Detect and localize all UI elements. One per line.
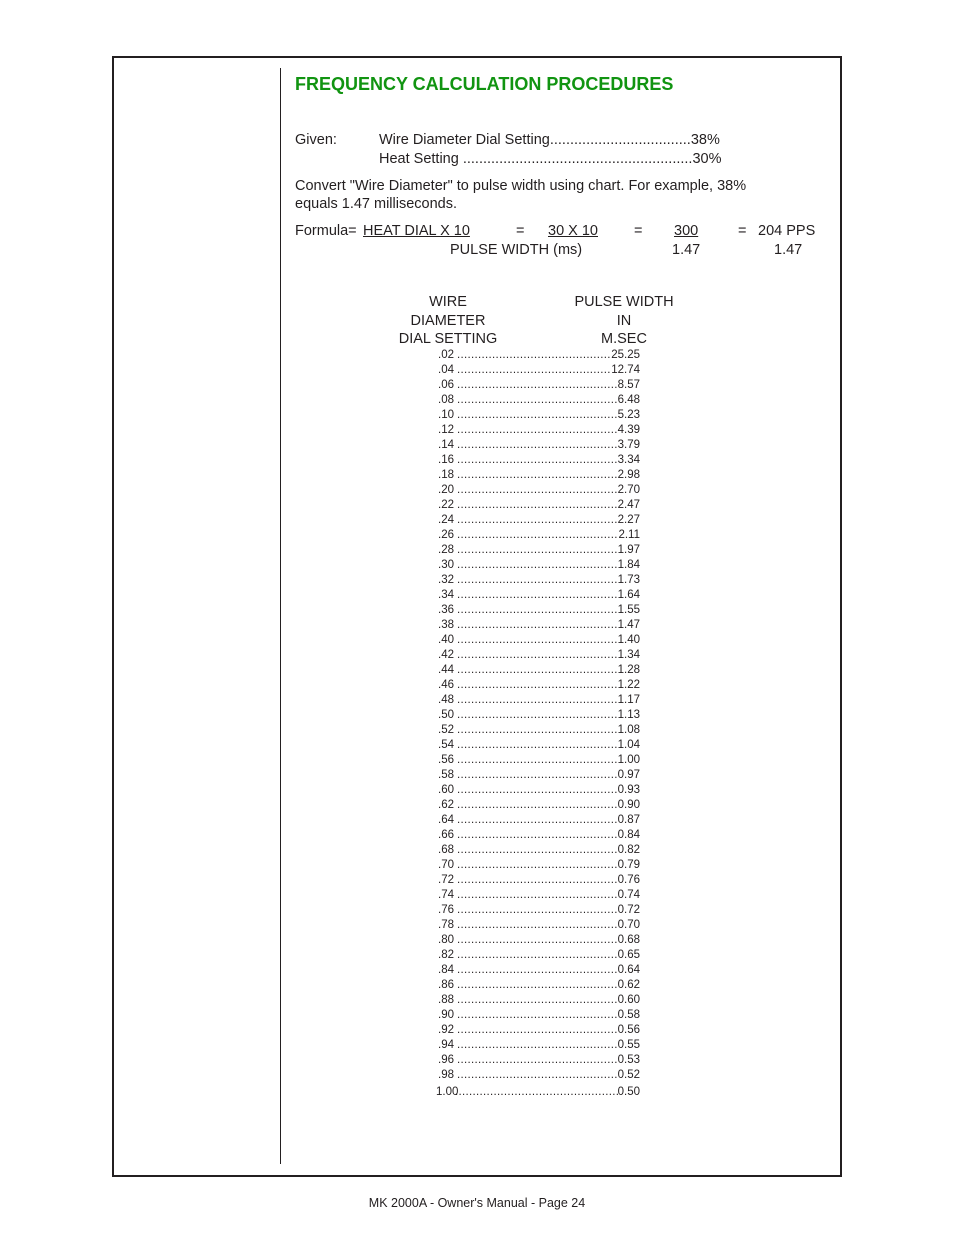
formula-numerator: HEAT DIAL X 10 xyxy=(363,223,470,239)
pulse-width-value: 0.68 xyxy=(617,934,640,946)
dial-setting-value: 1.00 xyxy=(436,1086,459,1098)
dot-leader xyxy=(455,1085,618,1100)
dial-setting-value: .28 xyxy=(438,544,454,556)
dot-leader xyxy=(457,438,618,453)
pulse-width-value: 0.76 xyxy=(617,874,640,886)
table-row xyxy=(438,873,640,888)
pulse-width-value: 4.39 xyxy=(617,424,640,436)
pulse-width-value: 5.23 xyxy=(617,409,640,421)
dial-setting-value: .98 xyxy=(438,1069,454,1081)
table-row xyxy=(438,948,640,963)
table-row xyxy=(438,963,640,978)
convert-line-2: equals 1.47 milliseconds. xyxy=(295,196,458,212)
pulse-width-value: 1.22 xyxy=(617,679,640,691)
dial-setting-value: .42 xyxy=(438,649,454,661)
table-row xyxy=(438,513,640,528)
dot-leader xyxy=(457,753,618,768)
table-row xyxy=(438,843,640,858)
table-row xyxy=(438,783,640,798)
table-row xyxy=(438,693,640,708)
dot-leader xyxy=(457,858,618,873)
pulse-width-value: 0.60 xyxy=(617,994,640,1006)
table-row xyxy=(438,438,640,453)
formula-denominator-2: 1.47 xyxy=(672,242,701,258)
pulse-width-value: 1.47 xyxy=(617,619,640,631)
pulse-width-value: 1.04 xyxy=(617,739,640,751)
table-row xyxy=(438,498,640,513)
pulse-width-value: 0.84 xyxy=(617,829,640,841)
formula-label: Formula= xyxy=(295,223,357,239)
dial-setting-value: .04 xyxy=(438,364,454,376)
dial-setting-value: .82 xyxy=(438,949,454,961)
table-row xyxy=(438,633,640,648)
dial-setting-value: .08 xyxy=(438,394,454,406)
table-row xyxy=(438,918,640,933)
dial-setting-value: .34 xyxy=(438,589,454,601)
dot-leader xyxy=(457,873,618,888)
pulse-width-value: 6.48 xyxy=(617,394,640,406)
pulse-width-table xyxy=(438,348,640,1100)
pulse-width-value: 1.08 xyxy=(617,724,640,736)
table-row xyxy=(438,903,640,918)
pulse-width-value: 1.34 xyxy=(617,649,640,661)
pulse-width-value: 0.50 xyxy=(617,1086,640,1098)
pulse-width-value: 2.98 xyxy=(617,469,640,481)
dot-leader xyxy=(457,723,618,738)
pulse-width-value: 25.25 xyxy=(611,349,640,361)
pulse-width-value: 1.17 xyxy=(617,694,640,706)
dot-leader xyxy=(457,453,618,468)
dot-leader xyxy=(457,633,618,648)
pulse-width-value: 0.52 xyxy=(617,1069,640,1081)
table-row xyxy=(438,858,640,873)
dot-leader xyxy=(457,828,618,843)
pulse-width-value: 1.55 xyxy=(617,604,640,616)
dial-setting-value: .50 xyxy=(438,709,454,721)
page-footer: MK 2000A - Owner's Manual - Page 24 xyxy=(368,1196,586,1210)
dial-setting-value: .26 xyxy=(438,529,454,541)
dot-leader xyxy=(457,378,618,393)
dot-leader xyxy=(457,528,618,543)
table-row xyxy=(438,618,640,633)
pulse-width-value: 0.53 xyxy=(617,1054,640,1066)
dot-leader xyxy=(457,423,618,438)
dial-setting-value: .16 xyxy=(438,454,454,466)
dial-setting-value: .90 xyxy=(438,1009,454,1021)
dial-setting-value: .58 xyxy=(438,769,454,781)
table-row xyxy=(438,708,640,723)
formula-step-1: 30 X 10 xyxy=(548,223,598,239)
dial-setting-value: .56 xyxy=(438,754,454,766)
dial-setting-value: .06 xyxy=(438,379,454,391)
pulse-width-value: 2.11 xyxy=(618,529,640,541)
dot-leader xyxy=(457,768,618,783)
dial-setting-value: .96 xyxy=(438,1054,454,1066)
formula-step-2: 300 xyxy=(674,223,699,239)
convert-line-1: Convert "Wire Diameter" to pulse width using chart. For example, 38% xyxy=(295,178,747,194)
dot-leader xyxy=(457,573,618,588)
pulse-width-value: 1.13 xyxy=(617,709,640,721)
given-label: Given: xyxy=(295,132,337,148)
dot-leader xyxy=(457,918,618,933)
pulse-width-value: 12.74 xyxy=(611,364,640,376)
dial-setting-value: .86 xyxy=(438,979,454,991)
table-row xyxy=(438,768,640,783)
table-row xyxy=(438,723,640,738)
table-row xyxy=(438,528,640,543)
dial-setting-value: .78 xyxy=(438,919,454,931)
table-row xyxy=(438,408,640,423)
margin-rule xyxy=(280,68,281,1164)
dial-setting-value: .66 xyxy=(438,829,454,841)
dot-leader xyxy=(457,903,618,918)
pulse-width-value: 1.97 xyxy=(617,544,640,556)
dial-setting-value: .48 xyxy=(438,694,454,706)
given-heat-setting: Heat Setting .........................................................30% xyxy=(379,151,722,167)
pulse-width-value: 0.72 xyxy=(617,904,640,916)
dial-setting-value: .72 xyxy=(438,874,454,886)
dial-setting-value: .76 xyxy=(438,904,454,916)
header-line: WIRE xyxy=(429,294,467,310)
dot-leader xyxy=(457,543,618,558)
table-row xyxy=(438,573,640,588)
table-row xyxy=(438,1023,640,1038)
pulse-width-value: 1.40 xyxy=(617,634,640,646)
pulse-width-value: 1.28 xyxy=(617,664,640,676)
dot-leader xyxy=(457,813,618,828)
table-row xyxy=(438,888,640,903)
table-row xyxy=(436,1085,640,1100)
dot-leader xyxy=(457,963,618,978)
header-line: DIAL SETTING xyxy=(398,331,498,347)
dial-setting-value: .74 xyxy=(438,889,454,901)
dot-leader xyxy=(457,618,618,633)
dial-setting-value: .24 xyxy=(438,514,454,526)
dot-leader xyxy=(457,1038,618,1053)
pulse-width-value: 0.90 xyxy=(617,799,640,811)
dot-leader xyxy=(457,738,618,753)
formula-equals-2: = xyxy=(634,223,643,239)
formula-denominator-3: 1.47 xyxy=(774,242,803,258)
table-row xyxy=(438,483,640,498)
dot-leader xyxy=(457,798,618,813)
dial-setting-value: .32 xyxy=(438,574,454,586)
dial-setting-value: .02 xyxy=(438,349,454,361)
table-row xyxy=(438,993,640,1008)
table-row xyxy=(438,588,640,603)
dot-leader xyxy=(457,1053,618,1068)
table-row xyxy=(438,828,640,843)
column-header-dial-setting xyxy=(378,293,518,349)
dot-leader xyxy=(457,888,618,903)
dial-setting-value: .38 xyxy=(438,619,454,631)
pulse-width-value: 0.55 xyxy=(617,1039,640,1051)
table-row xyxy=(438,1038,640,1053)
dot-leader xyxy=(457,408,618,423)
dot-leader xyxy=(457,348,611,363)
page-title: FREQUENCY CALCULATION PROCEDURES xyxy=(295,74,674,94)
pulse-width-value: 0.74 xyxy=(617,889,640,901)
formula-result: 204 PPS xyxy=(758,223,816,239)
dial-setting-value: .94 xyxy=(438,1039,454,1051)
dot-leader xyxy=(457,603,618,618)
table-row xyxy=(438,348,640,363)
dial-setting-value: .14 xyxy=(438,439,454,451)
pulse-width-value: 2.27 xyxy=(617,514,640,526)
table-row xyxy=(438,753,640,768)
dot-leader xyxy=(457,588,618,603)
dot-leader xyxy=(457,393,618,408)
pulse-width-value: 0.65 xyxy=(617,949,640,961)
dial-setting-value: .80 xyxy=(438,934,454,946)
dot-leader xyxy=(457,1068,618,1083)
table-row xyxy=(438,1068,640,1083)
header-line: PULSE WIDTH xyxy=(574,294,674,310)
dial-setting-value: .44 xyxy=(438,664,454,676)
dial-setting-value: .40 xyxy=(438,634,454,646)
table-row xyxy=(438,378,640,393)
table-row xyxy=(438,1053,640,1068)
dot-leader xyxy=(457,693,618,708)
table-row xyxy=(438,543,640,558)
dial-setting-value: .10 xyxy=(438,409,454,421)
dot-leader xyxy=(457,483,618,498)
dial-setting-value: .18 xyxy=(438,469,454,481)
pulse-width-value: 2.70 xyxy=(617,484,640,496)
dial-setting-value: .60 xyxy=(438,784,454,796)
pulse-width-value: 8.57 xyxy=(617,379,640,391)
dot-leader xyxy=(457,843,618,858)
dial-setting-value: .62 xyxy=(438,799,454,811)
table-row xyxy=(438,423,640,438)
pulse-width-value: 0.62 xyxy=(617,979,640,991)
dot-leader xyxy=(457,978,618,993)
table-row xyxy=(438,663,640,678)
table-row xyxy=(438,738,640,753)
pulse-width-value: 1.00 xyxy=(617,754,640,766)
pulse-width-value: 0.70 xyxy=(617,919,640,931)
table-row xyxy=(438,648,640,663)
formula-denominator: PULSE WIDTH (ms) xyxy=(450,242,583,258)
table-row xyxy=(438,453,640,468)
table-row xyxy=(438,813,640,828)
table-row xyxy=(438,558,640,573)
table-row xyxy=(438,468,640,483)
table-row xyxy=(438,1008,640,1023)
pulse-width-value: 0.97 xyxy=(617,769,640,781)
pulse-width-value: 2.47 xyxy=(617,499,640,511)
table-row xyxy=(438,363,640,378)
dot-leader xyxy=(457,933,618,948)
header-line: IN xyxy=(616,312,632,329)
dial-setting-value: .12 xyxy=(438,424,454,436)
pulse-width-value: 0.64 xyxy=(617,964,640,976)
pulse-width-value: 0.56 xyxy=(617,1024,640,1036)
pulse-width-value: 0.58 xyxy=(617,1009,640,1021)
table-row xyxy=(438,978,640,993)
pulse-width-value: 3.34 xyxy=(617,454,640,466)
header-line: DIAMETER xyxy=(410,312,486,329)
dot-leader xyxy=(457,948,618,963)
dial-setting-value: .20 xyxy=(438,484,454,496)
dot-leader xyxy=(457,993,618,1008)
dot-leader xyxy=(457,648,618,663)
dot-leader xyxy=(457,708,618,723)
dial-setting-value: .30 xyxy=(438,559,454,571)
table-row xyxy=(438,393,640,408)
given-wire-diameter: Wire Diameter Dial Setting...................................38% xyxy=(379,132,720,148)
pulse-width-value: 3.79 xyxy=(617,439,640,451)
formula-equals-1: = xyxy=(516,223,525,239)
dot-leader xyxy=(457,1023,618,1038)
pulse-width-value: 0.93 xyxy=(617,784,640,796)
column-header-pulse-width xyxy=(554,293,694,349)
dial-setting-value: .92 xyxy=(438,1024,454,1036)
pulse-width-value: 0.82 xyxy=(617,844,640,856)
dial-setting-value: .22 xyxy=(438,499,454,511)
dial-setting-value: .70 xyxy=(438,859,454,871)
pulse-width-value: 1.73 xyxy=(617,574,640,586)
formula-equals-3: = xyxy=(738,223,747,239)
dial-setting-value: .84 xyxy=(438,964,454,976)
dot-leader xyxy=(457,783,618,798)
dot-leader xyxy=(457,678,618,693)
table-row xyxy=(438,603,640,618)
dial-setting-value: .64 xyxy=(438,814,454,826)
dial-setting-value: .54 xyxy=(438,739,454,751)
pulse-width-value: 0.87 xyxy=(617,814,640,826)
dot-leader xyxy=(457,513,618,528)
dot-leader xyxy=(457,468,618,483)
dial-setting-value: .36 xyxy=(438,604,454,616)
table-row xyxy=(438,678,640,693)
dial-setting-value: .68 xyxy=(438,844,454,856)
pulse-width-value: 1.84 xyxy=(617,559,640,571)
dial-setting-value: .88 xyxy=(438,994,454,1006)
pulse-width-value: 0.79 xyxy=(617,859,640,871)
dot-leader xyxy=(457,498,618,513)
dot-leader xyxy=(457,558,618,573)
header-line: M.SEC xyxy=(601,331,647,347)
dot-leader xyxy=(457,663,618,678)
table-row xyxy=(438,933,640,948)
table-row xyxy=(438,798,640,813)
dot-leader xyxy=(457,363,611,378)
dial-setting-value: .52 xyxy=(438,724,454,736)
dial-setting-value: .46 xyxy=(438,679,454,691)
dot-leader xyxy=(457,1008,618,1023)
pulse-width-value: 1.64 xyxy=(617,589,640,601)
